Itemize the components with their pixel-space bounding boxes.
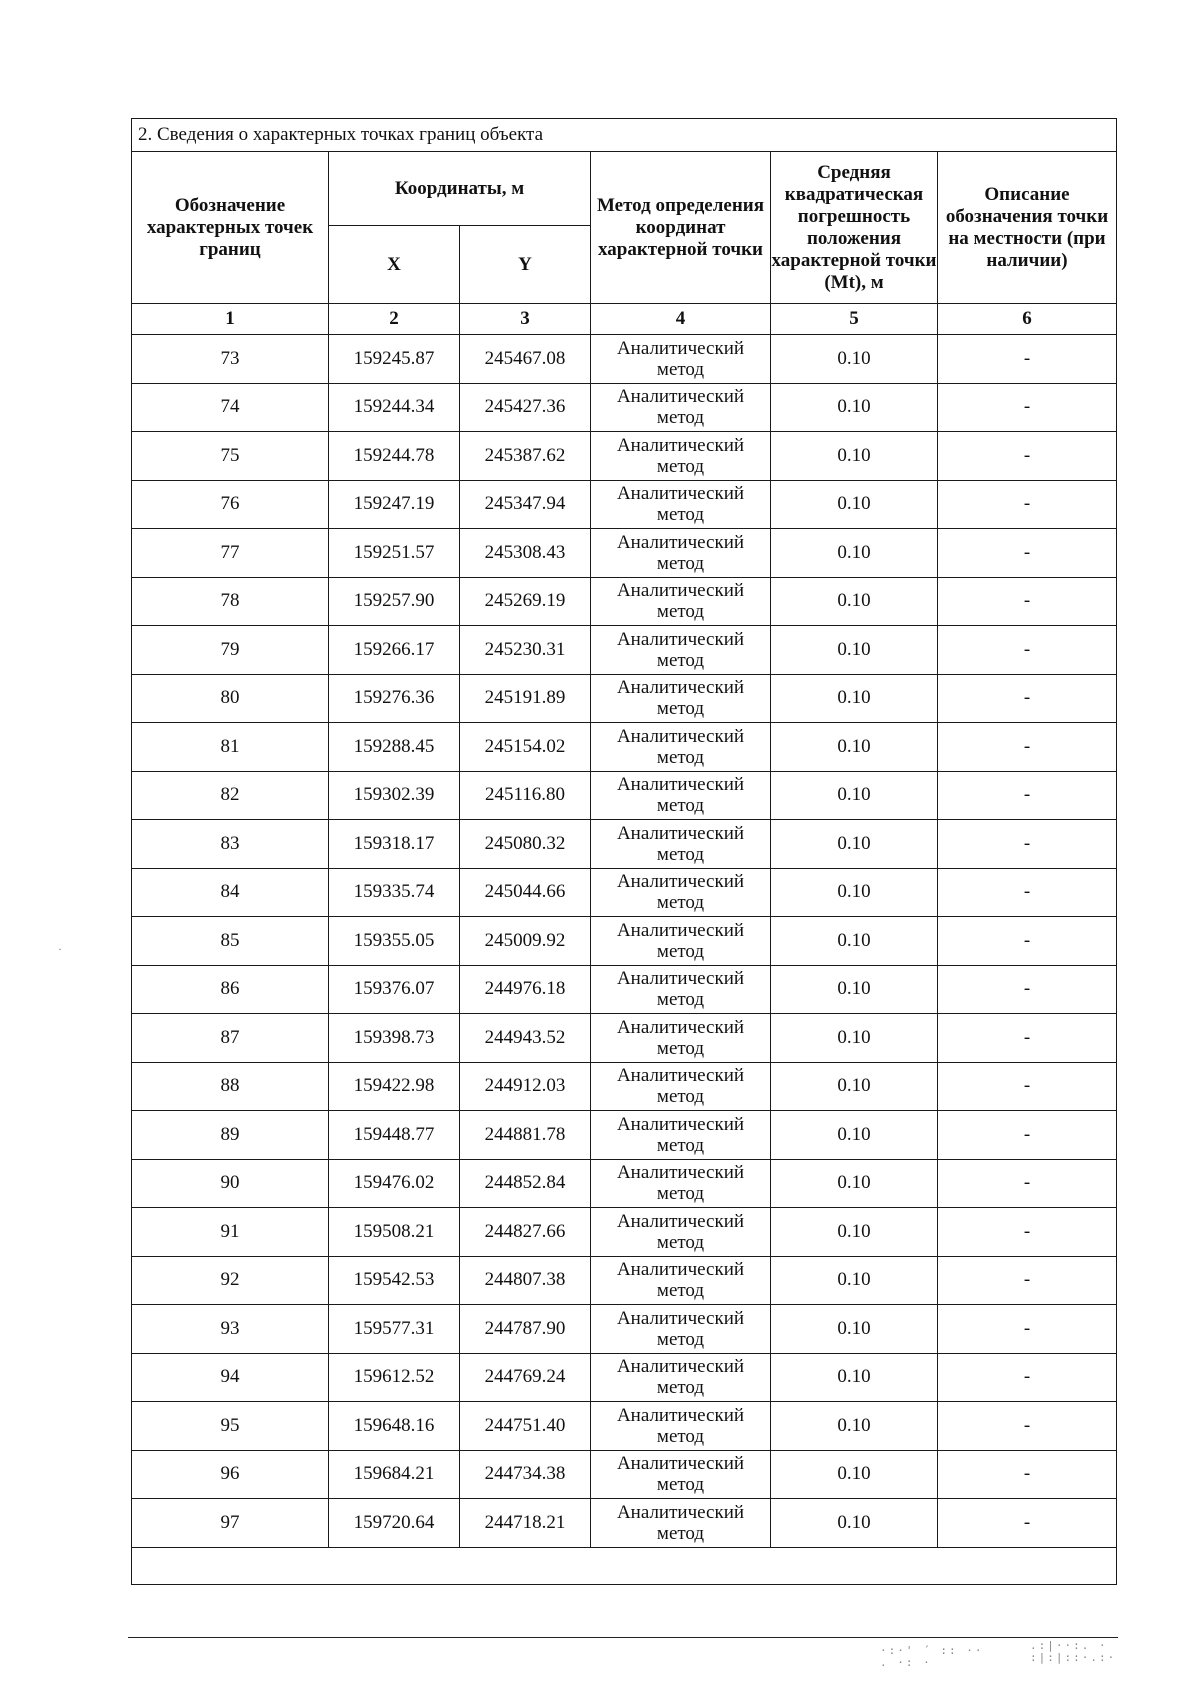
error-cell: 0.10 (771, 917, 938, 966)
y-coordinate-cell: 245427.36 (460, 383, 591, 432)
table-row (132, 1062, 1117, 1111)
method-line: метод (656, 795, 705, 817)
method-cell (591, 529, 771, 578)
point-number-cell: 90 (132, 1159, 329, 1208)
y-coordinate-cell: 244976.18 (460, 965, 591, 1014)
method-line: Аналитический (616, 725, 745, 747)
method-line: метод (656, 1425, 705, 1447)
method-line: метод (656, 504, 705, 526)
description-cell: - (938, 674, 1117, 723)
y-coordinate-cell: 244881.78 (460, 1111, 591, 1160)
point-number-cell: 87 (132, 1014, 329, 1063)
method-line: метод (656, 1134, 705, 1156)
method-line: Аналитический (616, 968, 745, 990)
method-line: Аналитический (616, 774, 745, 796)
method-line: Аналитический (616, 1404, 745, 1426)
column-number: 1 (132, 304, 329, 335)
method-line: метод (656, 601, 705, 623)
point-number-cell: 75 (132, 432, 329, 481)
y-coordinate-cell: 245308.43 (460, 529, 591, 578)
method-line: метод (656, 989, 705, 1011)
description-cell: - (938, 335, 1117, 384)
error-cell: 0.10 (771, 965, 938, 1014)
table-row (132, 868, 1117, 917)
table-row (132, 771, 1117, 820)
method-line: метод (656, 407, 705, 429)
header-x: X (329, 226, 460, 304)
x-coordinate-cell: 159244.34 (329, 383, 460, 432)
method-line: Аналитический (616, 434, 745, 456)
point-number-cell: 92 (132, 1256, 329, 1305)
point-number-cell: 95 (132, 1402, 329, 1451)
method-cell (591, 1208, 771, 1257)
x-coordinate-cell: 159376.07 (329, 965, 460, 1014)
column-number: 4 (591, 304, 771, 335)
x-coordinate-cell: 159266.17 (329, 626, 460, 675)
point-number-cell: 77 (132, 529, 329, 578)
description-cell: - (938, 1062, 1117, 1111)
description-cell: - (938, 1305, 1117, 1354)
x-coordinate-cell: 159245.87 (329, 335, 460, 384)
method-line: Аналитический (616, 580, 745, 602)
method-cell (591, 1062, 771, 1111)
point-number-cell: 78 (132, 577, 329, 626)
x-coordinate-cell: 159257.90 (329, 577, 460, 626)
method-line: Аналитический (616, 1307, 745, 1329)
header-error: Средняя квадратическая погрешность положения характерной точки (Mt), м (771, 152, 938, 304)
method-line: Аналитический (616, 871, 745, 893)
description-cell: - (938, 1450, 1117, 1499)
y-coordinate-cell: 245387.62 (460, 432, 591, 481)
method-line: метод (656, 940, 705, 962)
table-row (132, 1499, 1117, 1548)
description-cell: - (938, 1208, 1117, 1257)
error-cell: 0.10 (771, 626, 938, 675)
point-number-cell: 93 (132, 1305, 329, 1354)
column-number: 5 (771, 304, 938, 335)
point-number-cell: 82 (132, 771, 329, 820)
table-row (132, 1353, 1117, 1402)
method-cell (591, 674, 771, 723)
method-cell (591, 1402, 771, 1451)
method-line: метод (656, 1522, 705, 1544)
y-coordinate-cell: 244734.38 (460, 1450, 591, 1499)
table-row (132, 335, 1117, 384)
section-title: 2. Сведения о характерных точках границ объекта (132, 119, 1117, 152)
description-cell: - (938, 480, 1117, 529)
table-row (132, 529, 1117, 578)
table-row (132, 917, 1117, 966)
error-cell: 0.10 (771, 1450, 938, 1499)
method-line: Аналитический (616, 386, 745, 408)
table-row (132, 577, 1117, 626)
error-cell: 0.10 (771, 1014, 938, 1063)
error-cell: 0.10 (771, 383, 938, 432)
error-cell: 0.10 (771, 1208, 938, 1257)
method-line: Аналитический (616, 483, 745, 505)
error-cell: 0.10 (771, 577, 938, 626)
table-row (132, 1256, 1117, 1305)
header-point-designation: Обозначение характерных точек границ (132, 152, 329, 304)
method-cell (591, 1499, 771, 1548)
method-cell (591, 723, 771, 772)
scan-speck: · (58, 942, 62, 956)
point-number-cell: 86 (132, 965, 329, 1014)
column-number: 2 (329, 304, 460, 335)
table-row (132, 1208, 1117, 1257)
y-coordinate-cell: 244718.21 (460, 1499, 591, 1548)
x-coordinate-cell: 159476.02 (329, 1159, 460, 1208)
method-line: Аналитический (616, 337, 745, 359)
description-cell: - (938, 1159, 1117, 1208)
y-coordinate-cell: 245080.32 (460, 820, 591, 869)
table-row (132, 674, 1117, 723)
x-coordinate-cell: 159648.16 (329, 1402, 460, 1451)
description-cell: - (938, 1014, 1117, 1063)
method-cell (591, 965, 771, 1014)
x-coordinate-cell: 159448.77 (329, 1111, 460, 1160)
x-coordinate-cell: 159720.64 (329, 1499, 460, 1548)
table-body (132, 335, 1117, 1548)
method-cell (591, 868, 771, 917)
x-coordinate-cell: 159508.21 (329, 1208, 460, 1257)
header-method: Метод определения координат характерной точки (591, 152, 771, 304)
x-coordinate-cell: 159288.45 (329, 723, 460, 772)
y-coordinate-cell: 245347.94 (460, 480, 591, 529)
y-coordinate-cell: 244787.90 (460, 1305, 591, 1354)
x-coordinate-cell: 159542.53 (329, 1256, 460, 1305)
method-line: Аналитический (616, 628, 745, 650)
description-cell: - (938, 383, 1117, 432)
error-cell: 0.10 (771, 480, 938, 529)
point-number-cell: 84 (132, 868, 329, 917)
y-coordinate-cell: 244852.84 (460, 1159, 591, 1208)
error-cell: 0.10 (771, 868, 938, 917)
point-number-cell: 74 (132, 383, 329, 432)
method-line: метод (656, 1280, 705, 1302)
method-line: Аналитический (616, 531, 745, 553)
y-coordinate-cell: 244912.03 (460, 1062, 591, 1111)
method-line: метод (656, 1086, 705, 1108)
x-coordinate-cell: 159302.39 (329, 771, 460, 820)
y-coordinate-cell: 244769.24 (460, 1353, 591, 1402)
table-row (132, 432, 1117, 481)
y-coordinate-cell: 245009.92 (460, 917, 591, 966)
method-line: метод (656, 1037, 705, 1059)
point-number-cell: 79 (132, 626, 329, 675)
faded-stamp-mark: ·:·' ´ :: ·· . ·: · (880, 1644, 984, 1669)
error-cell: 0.10 (771, 335, 938, 384)
method-line: Аналитический (616, 1453, 745, 1475)
method-line: метод (656, 746, 705, 768)
x-coordinate-cell: 159612.52 (329, 1353, 460, 1402)
method-line: метод (656, 455, 705, 477)
error-cell: 0.10 (771, 1111, 938, 1160)
point-number-cell: 85 (132, 917, 329, 966)
boundary-points-table (131, 118, 1117, 1585)
table-row (132, 965, 1117, 1014)
x-coordinate-cell: 159335.74 (329, 868, 460, 917)
table-row (132, 626, 1117, 675)
point-number-cell: 91 (132, 1208, 329, 1257)
header-y: Y (460, 226, 591, 304)
table-row (132, 1111, 1117, 1160)
y-coordinate-cell: 245116.80 (460, 771, 591, 820)
error-cell: 0.10 (771, 771, 938, 820)
error-cell: 0.10 (771, 1402, 938, 1451)
point-number-cell: 73 (132, 335, 329, 384)
x-coordinate-cell: 159684.21 (329, 1450, 460, 1499)
method-line: метод (656, 1231, 705, 1253)
error-cell: 0.10 (771, 1159, 938, 1208)
method-cell (591, 1305, 771, 1354)
error-cell: 0.10 (771, 529, 938, 578)
description-cell: - (938, 1256, 1117, 1305)
x-coordinate-cell: 159251.57 (329, 529, 460, 578)
description-cell: - (938, 917, 1117, 966)
method-line: Аналитический (616, 1501, 745, 1523)
error-cell: 0.10 (771, 674, 938, 723)
y-coordinate-cell: 245269.19 (460, 577, 591, 626)
error-cell: 0.10 (771, 1305, 938, 1354)
method-line: метод (656, 649, 705, 671)
point-number-cell: 81 (132, 723, 329, 772)
x-coordinate-cell: 159247.19 (329, 480, 460, 529)
method-line: Аналитический (616, 1210, 745, 1232)
method-line: Аналитический (616, 1016, 745, 1038)
point-number-cell: 83 (132, 820, 329, 869)
description-cell: - (938, 771, 1117, 820)
faded-stamp-mark: .:|··:. · :|:|::·.:· (1030, 1639, 1117, 1664)
error-cell: 0.10 (771, 1353, 938, 1402)
x-coordinate-cell: 159577.31 (329, 1305, 460, 1354)
method-cell (591, 1159, 771, 1208)
method-cell (591, 820, 771, 869)
method-cell (591, 480, 771, 529)
y-coordinate-cell: 244827.66 (460, 1208, 591, 1257)
y-coordinate-cell: 245230.31 (460, 626, 591, 675)
column-number: 3 (460, 304, 591, 335)
method-line: Аналитический (616, 822, 745, 844)
method-line: Аналитический (616, 677, 745, 699)
method-cell (591, 917, 771, 966)
method-cell (591, 1111, 771, 1160)
method-line: метод (656, 1328, 705, 1350)
method-line: Аналитический (616, 1065, 745, 1087)
y-coordinate-cell: 244943.52 (460, 1014, 591, 1063)
table-row (132, 1014, 1117, 1063)
error-cell: 0.10 (771, 820, 938, 869)
description-cell: - (938, 432, 1117, 481)
method-line: Аналитический (616, 1259, 745, 1281)
x-coordinate-cell: 159318.17 (329, 820, 460, 869)
header-description: Описание обозначения точки на местности (при наличии) (938, 152, 1117, 304)
method-line: Аналитический (616, 919, 745, 941)
method-line: метод (656, 1183, 705, 1205)
y-coordinate-cell: 245191.89 (460, 674, 591, 723)
description-cell: - (938, 1402, 1117, 1451)
x-coordinate-cell: 159422.98 (329, 1062, 460, 1111)
bottom-rule (128, 1637, 1118, 1638)
method-cell (591, 1256, 771, 1305)
point-number-cell: 76 (132, 480, 329, 529)
y-coordinate-cell: 244807.38 (460, 1256, 591, 1305)
method-cell (591, 626, 771, 675)
error-cell: 0.10 (771, 723, 938, 772)
error-cell: 0.10 (771, 1256, 938, 1305)
description-cell: - (938, 577, 1117, 626)
method-line: Аналитический (616, 1356, 745, 1378)
method-line: Аналитический (616, 1113, 745, 1135)
table-row (132, 1159, 1117, 1208)
description-cell: - (938, 1111, 1117, 1160)
description-cell: - (938, 1353, 1117, 1402)
method-cell (591, 432, 771, 481)
description-cell: - (938, 820, 1117, 869)
description-cell: - (938, 529, 1117, 578)
y-coordinate-cell: 245154.02 (460, 723, 591, 772)
empty-footer-row (132, 1547, 1117, 1584)
x-coordinate-cell: 159244.78 (329, 432, 460, 481)
description-cell: - (938, 868, 1117, 917)
method-cell (591, 383, 771, 432)
y-coordinate-cell: 245044.66 (460, 868, 591, 917)
table-row (132, 480, 1117, 529)
method-line: метод (656, 892, 705, 914)
error-cell: 0.10 (771, 1062, 938, 1111)
method-cell (591, 1014, 771, 1063)
x-coordinate-cell: 159276.36 (329, 674, 460, 723)
table-row (132, 723, 1117, 772)
method-cell (591, 1450, 771, 1499)
method-line: метод (656, 1377, 705, 1399)
method-cell (591, 577, 771, 626)
method-line: метод (656, 843, 705, 865)
header-coordinates: Координаты, м (329, 152, 591, 226)
table-row (132, 820, 1117, 869)
method-line: метод (656, 698, 705, 720)
description-cell: - (938, 626, 1117, 675)
point-number-cell: 94 (132, 1353, 329, 1402)
method-cell (591, 771, 771, 820)
y-coordinate-cell: 245467.08 (460, 335, 591, 384)
method-cell (591, 1353, 771, 1402)
column-number: 6 (938, 304, 1117, 335)
error-cell: 0.10 (771, 1499, 938, 1548)
point-number-cell: 89 (132, 1111, 329, 1160)
point-number-cell: 96 (132, 1450, 329, 1499)
error-cell: 0.10 (771, 432, 938, 481)
table-row (132, 1450, 1117, 1499)
method-line: метод (656, 1474, 705, 1496)
table-row (132, 1402, 1117, 1451)
table-row (132, 383, 1117, 432)
x-coordinate-cell: 159398.73 (329, 1014, 460, 1063)
table-row (132, 1305, 1117, 1354)
description-cell: - (938, 723, 1117, 772)
description-cell: - (938, 1499, 1117, 1548)
y-coordinate-cell: 244751.40 (460, 1402, 591, 1451)
point-number-cell: 97 (132, 1499, 329, 1548)
point-number-cell: 80 (132, 674, 329, 723)
point-number-cell: 88 (132, 1062, 329, 1111)
method-line: метод (656, 358, 705, 380)
description-cell: - (938, 965, 1117, 1014)
method-line: метод (656, 552, 705, 574)
x-coordinate-cell: 159355.05 (329, 917, 460, 966)
method-cell (591, 335, 771, 384)
method-line: Аналитический (616, 1162, 745, 1184)
